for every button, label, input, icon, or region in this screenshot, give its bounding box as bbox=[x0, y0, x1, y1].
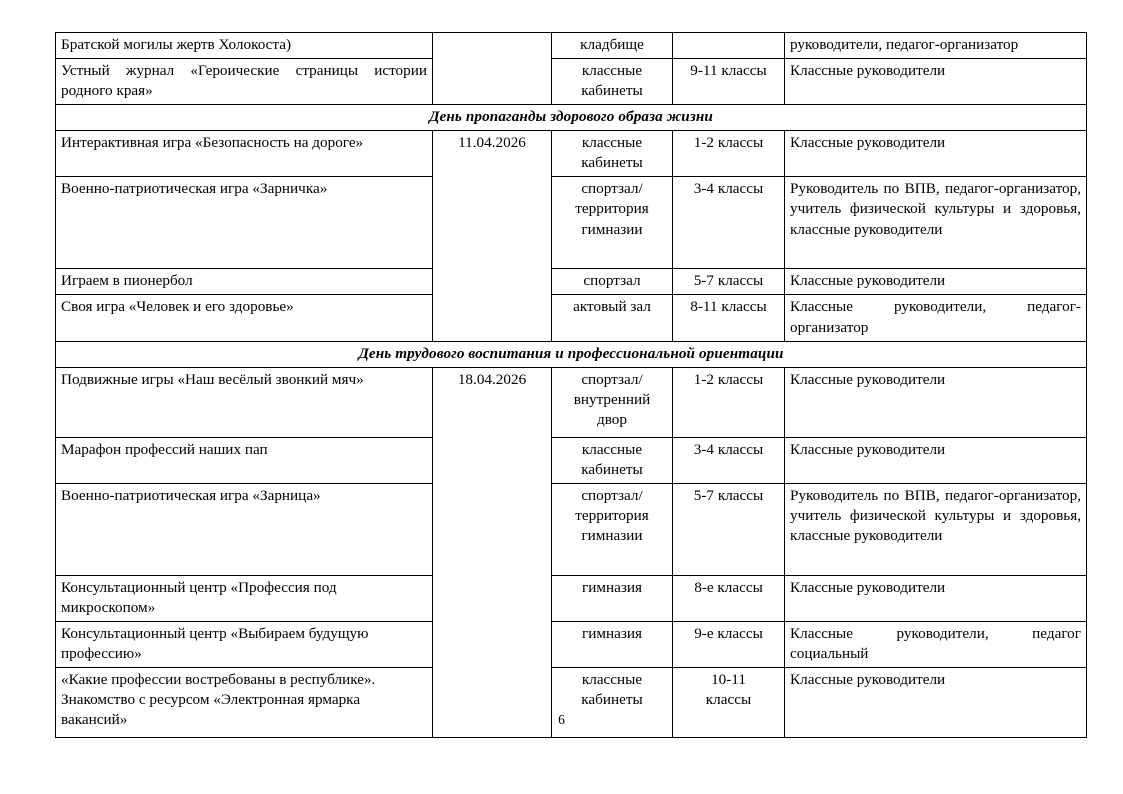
cell-place-line: спортзал/ bbox=[581, 370, 643, 388]
cell-grade bbox=[673, 33, 785, 59]
cell-place-line: классные bbox=[581, 62, 643, 80]
cell-staff: Классные руководители bbox=[785, 131, 1087, 177]
table-row bbox=[56, 367, 1087, 437]
cell-grade: 9-е классы bbox=[673, 621, 785, 667]
cell-staff: руководители, педагог-организатор bbox=[785, 33, 1087, 59]
section-header-row bbox=[56, 341, 1087, 367]
cell-grade: 8-11 классы bbox=[673, 295, 785, 341]
cell-staff: Классные руководители bbox=[785, 59, 1087, 105]
cell-place-line: классные bbox=[581, 134, 643, 152]
cell-grade: 8-е классы bbox=[673, 575, 785, 621]
cell-place: спортзал bbox=[552, 269, 673, 295]
table-row bbox=[56, 33, 1087, 59]
cell-staff: Классные руководители bbox=[785, 367, 1087, 437]
cell-staff: Классные руководители bbox=[785, 668, 1087, 738]
cell-place bbox=[552, 367, 673, 437]
cell-place: кладбище bbox=[552, 33, 673, 59]
table-body bbox=[56, 33, 1087, 738]
activity-schedule-table bbox=[55, 32, 1087, 738]
cell-place bbox=[552, 437, 673, 483]
table-row bbox=[56, 483, 1087, 575]
cell-place-line: кабинеты bbox=[581, 691, 643, 709]
cell-grade-line: 10-11 bbox=[711, 671, 746, 688]
cell-place: актовый зал bbox=[552, 295, 673, 341]
cell-activity: Братской могилы жертв Холокоста) bbox=[56, 33, 433, 59]
cell-place-line: классные bbox=[581, 671, 643, 688]
cell-place-line: кабинеты bbox=[581, 460, 643, 478]
cell-activity: Устный журнал «Героические страницы истории родного края» bbox=[56, 59, 433, 105]
table-row bbox=[56, 621, 1087, 667]
table-row bbox=[56, 575, 1087, 621]
cell-staff: Классные руководители bbox=[785, 437, 1087, 483]
table-row bbox=[56, 177, 1087, 269]
cell-grade: 3-4 классы bbox=[673, 437, 785, 483]
cell-staff: Классные руководители, педагог социальный bbox=[785, 621, 1087, 667]
cell-grade: 9-11 классы bbox=[673, 59, 785, 105]
cell-grade: 5-7 классы bbox=[673, 483, 785, 575]
cell-place-line: территория bbox=[575, 200, 649, 218]
cell-place-line: гимназии bbox=[581, 526, 643, 544]
cell-place-line: внутренний bbox=[573, 390, 651, 408]
schedule-table-container bbox=[55, 32, 1086, 738]
cell-place-line: спортзал/ bbox=[581, 180, 643, 198]
cell-activity: Марафон профессий наших пап bbox=[56, 437, 433, 483]
cell-place-line: двор bbox=[597, 410, 627, 428]
cell-grade: 1-2 классы bbox=[673, 367, 785, 437]
cell-activity: Военно-патриотическая игра «Зарничка» bbox=[56, 177, 433, 269]
cell-activity: «Какие профессии востребованы в республике». Знакомство с ресурсом «Электронная ярмарка вакансий» bbox=[56, 668, 433, 738]
table-row bbox=[56, 295, 1087, 341]
cell-activity: Подвижные игры «Наш весёлый звонкий мяч» bbox=[56, 367, 433, 437]
cell-date bbox=[433, 33, 552, 105]
cell-staff: Классные руководители, педагог-организатор bbox=[785, 295, 1087, 341]
cell-activity: Консультационный центр «Профессия под микроскопом» bbox=[56, 575, 433, 621]
page-number: 6 bbox=[558, 712, 565, 727]
cell-place-line: классные bbox=[581, 440, 643, 458]
cell-staff: Классные руководители bbox=[785, 575, 1087, 621]
cell-place bbox=[552, 59, 673, 105]
table-row bbox=[56, 59, 1087, 105]
cell-place: гимназия bbox=[552, 621, 673, 667]
cell-place: гимназия bbox=[552, 575, 673, 621]
table-row bbox=[56, 437, 1087, 483]
cell-activity: Интерактивная игра «Безопасность на дороге» bbox=[56, 131, 433, 177]
cell-grade-line: классы bbox=[705, 691, 752, 709]
cell-grade: 1-2 классы bbox=[673, 131, 785, 177]
cell-place-line: кабинеты bbox=[581, 154, 643, 172]
section-title: День трудового воспитания и профессиональной ориентации bbox=[56, 341, 1087, 367]
cell-place-line: гимназии bbox=[581, 220, 643, 238]
cell-place bbox=[552, 131, 673, 177]
cell-grade: 5-7 классы bbox=[673, 269, 785, 295]
cell-place bbox=[552, 177, 673, 269]
section-title: День пропаганды здорового образа жизни bbox=[56, 105, 1087, 131]
cell-place bbox=[552, 483, 673, 575]
cell-place-line: спортзал/ bbox=[581, 486, 643, 504]
cell-activity: Играем в пионербол bbox=[56, 269, 433, 295]
section-header-row bbox=[56, 105, 1087, 131]
table-row bbox=[56, 269, 1087, 295]
cell-date: 18.04.2026 bbox=[433, 367, 552, 737]
cell-date: 11.04.2026 bbox=[433, 131, 552, 341]
cell-activity: Своя игра «Человек и его здоровье» bbox=[56, 295, 433, 341]
cell-staff: Руководитель по ВПВ, педагог-организатор, учитель физической культуры и здоровья, классные руководители bbox=[785, 177, 1087, 269]
cell-place-line: территория bbox=[575, 506, 649, 524]
cell-activity: Консультационный центр «Выбираем будущую профессию» bbox=[56, 621, 433, 667]
cell-staff: Классные руководители bbox=[785, 269, 1087, 295]
cell-place-line: кабинеты bbox=[581, 82, 643, 100]
cell-staff: Руководитель по ВПВ, педагог-организатор, учитель физической культуры и здоровья, классные руководители bbox=[785, 483, 1087, 575]
cell-grade: 3-4 классы bbox=[673, 177, 785, 269]
table-row bbox=[56, 131, 1087, 177]
cell-activity: Военно-патриотическая игра «Зарница» bbox=[56, 483, 433, 575]
